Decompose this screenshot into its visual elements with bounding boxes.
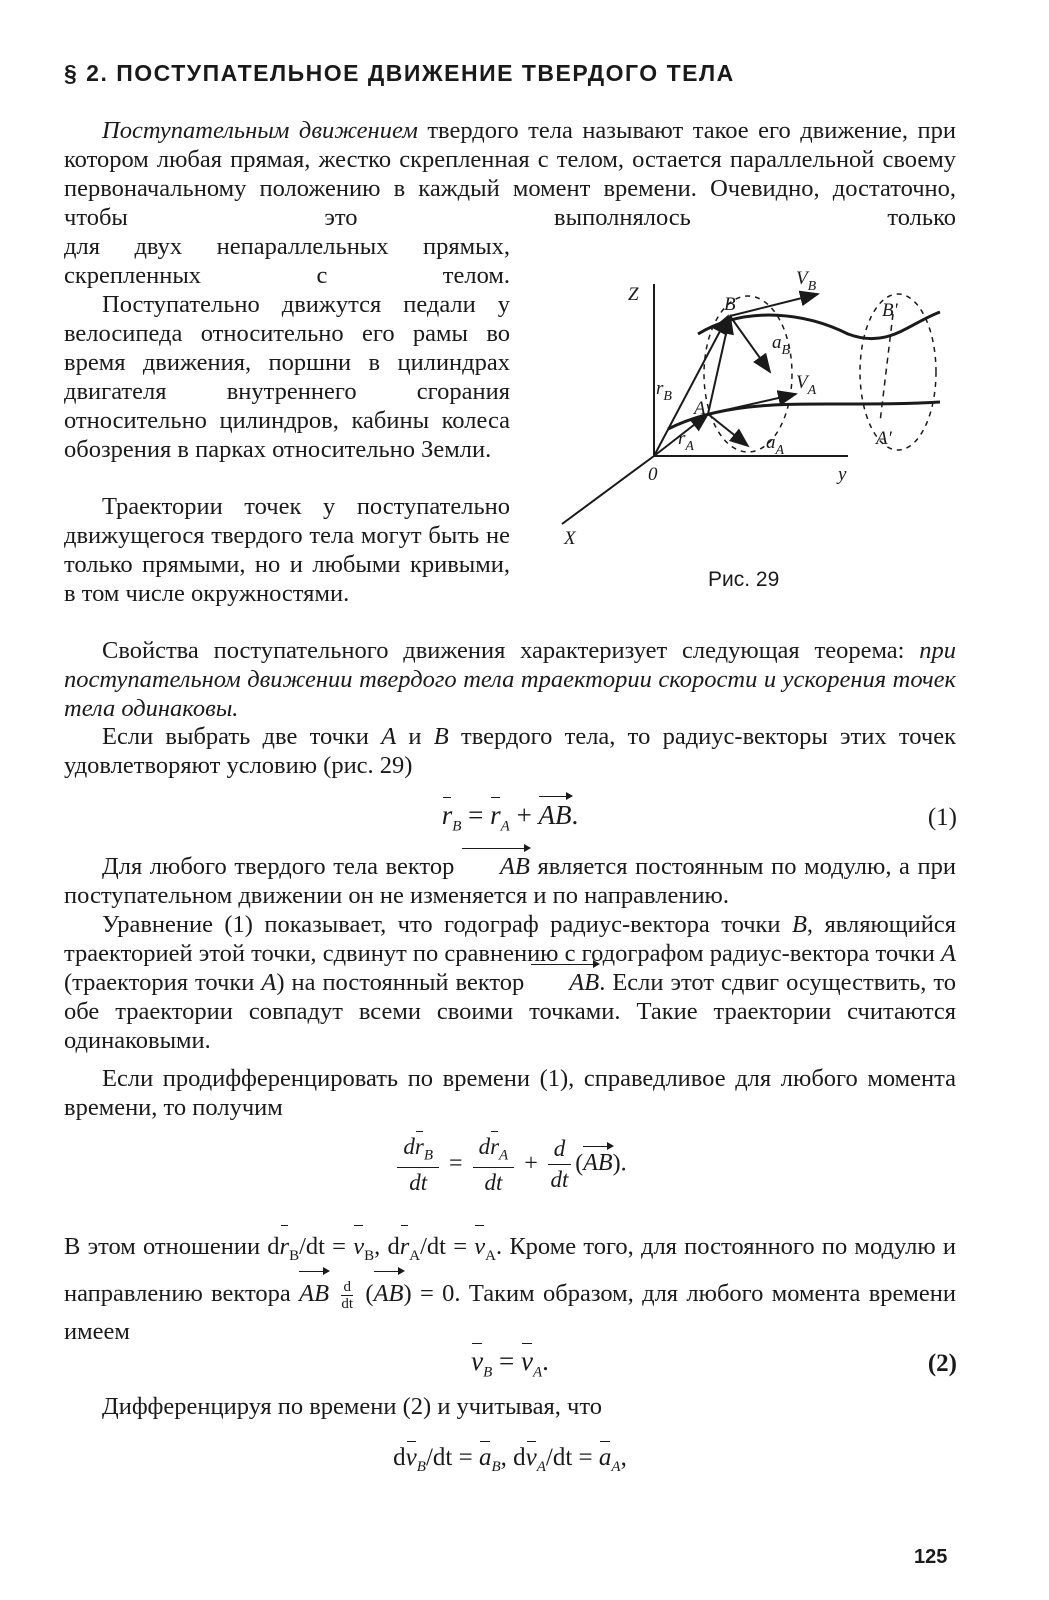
figure-caption: Рис. 29 [708, 568, 780, 591]
paragraph-definition: Поступательным движением твердого тела называют такое его движение, при котором любая прямая, жестко скрепленная с телом, остается параллельной своему первоначальному положению в каждый момент времени. Очевидно, достаточно, чтобы это выполнялось только [64, 117, 957, 231]
label-rb: $r_B$ [656, 378, 672, 404]
label-z: Z [628, 284, 639, 305]
page-number: 125 [914, 1546, 948, 1568]
term-translational-motion: Поступательным движением [102, 117, 418, 144]
paragraph-ab-constant: Для любого твердого тела вектор AB является постоянным по модулю, а при поступательном движении он не изменяется и по направлению. [64, 853, 956, 909]
label-va: $V_A$ [796, 372, 817, 398]
acceleration-aa [708, 414, 748, 446]
equation-1: $r_B = r_A$ + AB. [441, 800, 579, 835]
paragraph-differentiating-2: Дифференцируя по времени (2) и учитывая, что [102, 1393, 603, 1420]
label-point-a1: A' [876, 428, 892, 449]
label-origin: 0 [648, 464, 658, 485]
equation-derivative: $\frac{dr_B}{dt}$ = $\frac{dr_A}{dt}$ + $\frac{d}{dt}$ (AB). [64, 1134, 956, 1196]
paragraph-differentiate: Если продифференцировать по времени (1), справедливое для любого момента времени, то получим [64, 1065, 956, 1121]
equation-acceleration: $dv_B/dt = a_B$, $dv_A/dt = a_A$, [393, 1444, 627, 1475]
label-aa-accel: $a_A$ [766, 432, 785, 458]
theorem-statement: при поступательном движении твердого тела траектории скорости и ускорения точек тела одинаковы. [64, 637, 956, 722]
label-x: X [564, 528, 576, 549]
paragraph-velocity: В этом отношении $dr_B/dt = v_B$, $dr_A/dt = v_A$. Кроме того, для постоянного по модулю и направлению вектора AB $\frac{d}{dt}$ (AB) = 0. Таким образом, для любого момента времени имеем [64, 1228, 956, 1351]
paragraph-hodograph: Уравнение (1) показывает, что годограф радиус-вектора точки B, являющийся траекторией этой точки, сдвинут по сравнению с годографом радиус-вектора точки A (траектория точки A) на постоянный вектор AB. Если этот сдвиг осуществить, то обе траектории совпадут всеми своими точками. Такие траектории считаются одинаковыми. [64, 911, 957, 1054]
equation-1-number: (1) [927, 804, 957, 831]
label-point-b: B [724, 294, 736, 315]
velocity-vb [730, 294, 818, 316]
vector-ab [708, 316, 730, 414]
label-point-a: A [694, 398, 706, 419]
label-ab-accel: $a_B$ [772, 332, 791, 358]
label-vb: $V_B$ [796, 268, 817, 294]
radius-vector-rb [654, 316, 728, 456]
paragraph-trajectories: Траектории точек у поступательно движущегося твердого тела могут быть не только прямыми, но и любыми кривыми, в том числе окружностями. [64, 493, 510, 607]
paragraph-points: Если выбрать две точки A и B твердого тела, то радиус-векторы этих точек удовлетворяют условию (рис. 29) [64, 723, 956, 779]
trajectory-b [698, 312, 940, 339]
paragraph-examples: Поступательно движутся педали у велосипеда относительно его рамы во время движения, поршни в цилиндрах двигателя внутреннего сгорания относительно цилиндров, кабины колеса обозрения в парках относительно Земли. [64, 291, 510, 463]
paragraph-definition-cont: для двух непараллельных прямых, скрепленных с телом. [64, 233, 510, 289]
equation-2-number: (2) [927, 1350, 957, 1377]
figure-29 [548, 254, 968, 564]
paragraph-theorem: Свойства поступательного движения характеризует следующая теорема: при поступательном движении твердого тела траектории скорости и ускорения точек тела одинаковы. [64, 637, 956, 722]
segment-a1b1 [880, 314, 893, 422]
label-point-b1: B' [882, 300, 898, 321]
acceleration-ab [730, 316, 770, 372]
x-axis [562, 456, 654, 524]
equation-2: $v_B = v_A$. [471, 1346, 549, 1381]
section-heading: § 2. ПОСТУПАТЕЛЬНОЕ ДВИЖЕНИЕ ТВЕРДОГО ТЕЛА [64, 60, 735, 86]
label-y: y [838, 464, 847, 485]
label-ra: $r_A$ [678, 428, 694, 454]
